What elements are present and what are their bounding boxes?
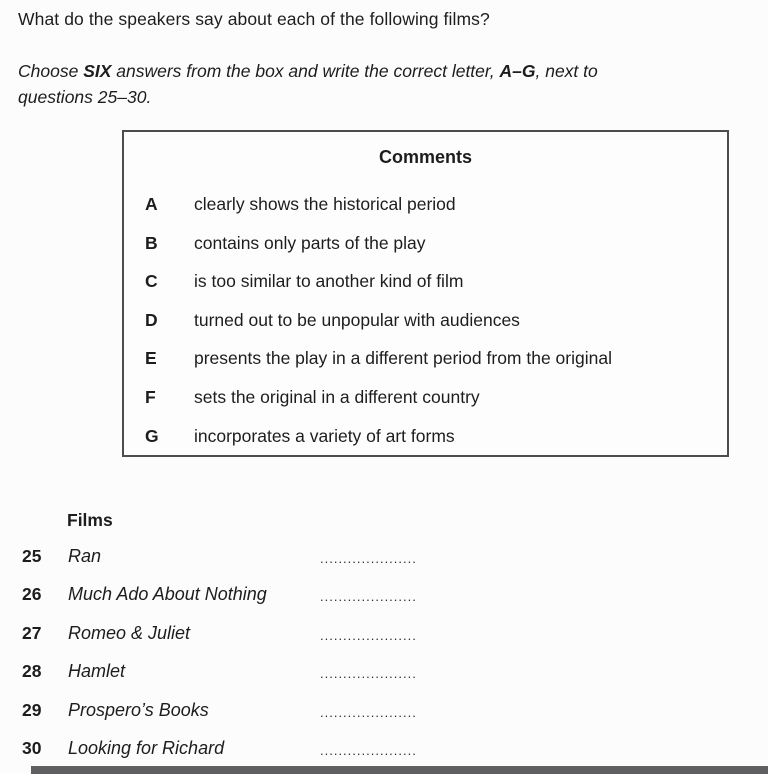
film-number: 30	[22, 737, 42, 758]
option-letter: C	[145, 271, 158, 292]
comments-box	[122, 130, 729, 457]
option-row-a	[145, 194, 719, 233]
film-title: Much Ado About Nothing	[68, 584, 267, 605]
option-letter: F	[145, 386, 156, 407]
option-row-b	[145, 233, 719, 272]
film-number: 28	[22, 661, 42, 682]
film-title: Prospero’s Books	[68, 699, 209, 720]
option-text: incorporates a variety of art forms	[194, 425, 455, 446]
answer-blank-25[interactable]: .....................	[320, 551, 417, 566]
option-letter: A	[145, 194, 158, 214]
option-letter: G	[145, 425, 159, 446]
option-letter: E	[145, 348, 157, 369]
films-list	[22, 546, 417, 774]
answer-blank-28[interactable]: .....................	[320, 666, 417, 682]
option-text: contains only parts of the play	[194, 232, 426, 253]
option-row-e	[145, 348, 719, 387]
instruction-text	[18, 58, 738, 110]
option-letter: D	[145, 309, 158, 330]
film-row-27	[22, 623, 417, 661]
films-heading: Films	[67, 510, 113, 530]
question-text: What do the speakers say about each of the following films?	[18, 9, 490, 29]
option-row-f	[145, 387, 719, 426]
film-row-26	[22, 584, 417, 622]
film-row-29	[22, 700, 417, 738]
option-text: presents the play in a different period from the original	[194, 348, 612, 369]
film-number: 26	[22, 584, 42, 605]
instruction-line-2: questions 25–30.	[18, 87, 152, 107]
answer-blank-27[interactable]: .....................	[320, 627, 417, 643]
film-title: Hamlet	[68, 661, 126, 682]
answer-blank-30[interactable]: .....................	[320, 742, 417, 758]
option-text: is too similar to another kind of film	[194, 271, 464, 292]
option-row-c	[145, 271, 719, 310]
comments-box-title: Comments	[378, 147, 472, 167]
answer-blank-26[interactable]: .....................	[320, 589, 417, 605]
answer-blank-29[interactable]: .....................	[320, 704, 417, 720]
option-text: turned out to be unpopular with audiences	[194, 309, 520, 330]
film-number: 27	[22, 622, 42, 643]
film-row-25	[22, 546, 417, 584]
film-number: 25	[22, 546, 42, 566]
scan-artifact-bar	[31, 766, 768, 774]
option-row-g	[145, 426, 719, 465]
option-text: sets the original in a different country	[194, 386, 480, 407]
film-title: Ran	[68, 546, 102, 566]
film-number: 29	[22, 699, 42, 720]
option-text: clearly shows the historical period	[194, 194, 456, 214]
film-title: Looking for Richard	[68, 737, 225, 758]
option-letter: B	[145, 232, 158, 253]
instruction-bold-range: A–G	[499, 61, 536, 81]
option-row-d	[145, 310, 719, 349]
film-title: Romeo & Juliet	[68, 622, 191, 643]
film-row-28	[22, 661, 417, 699]
instruction-bold-six: SIX	[83, 61, 112, 81]
instruction-line-1: Choose SIX answers from the box and write the correct letter, A–G, next to	[18, 61, 598, 81]
comments-options-list	[145, 194, 719, 464]
